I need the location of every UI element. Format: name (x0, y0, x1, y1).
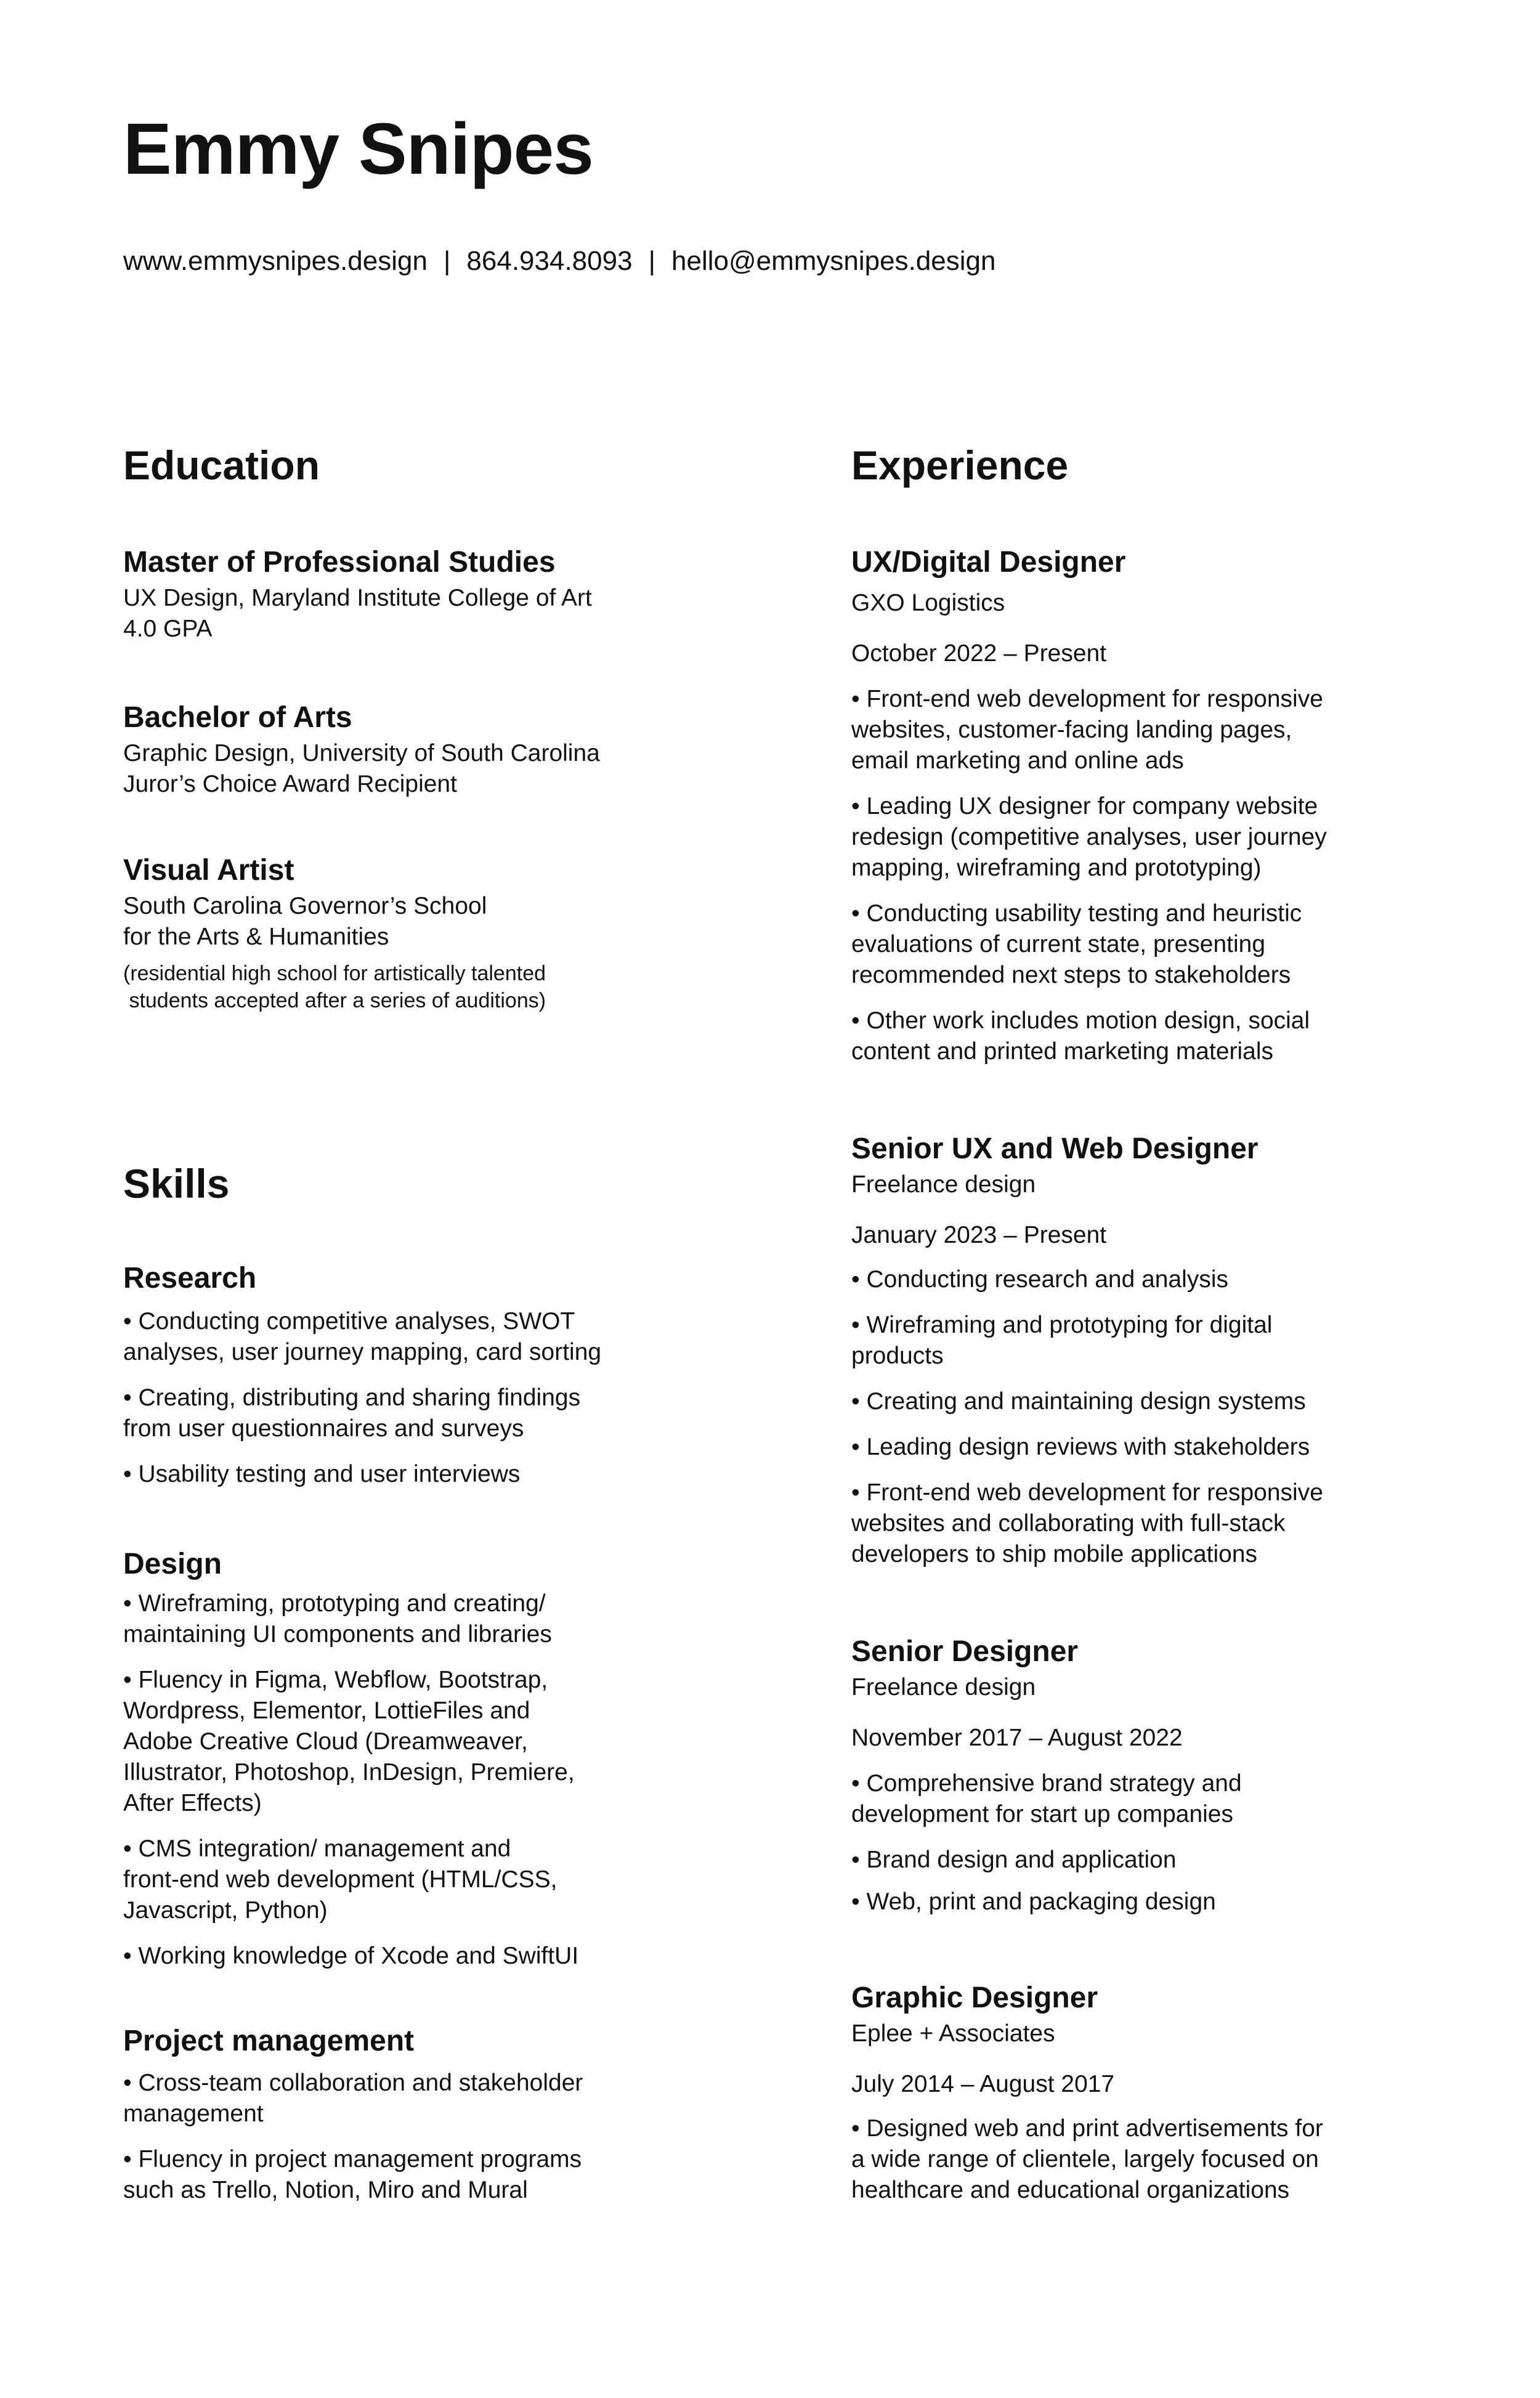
skills-heading: Skills (123, 1161, 230, 1206)
degree-detail: Graphic Design, University of South Carolina (123, 739, 600, 766)
bullet-line: from user questionnaires and surveys (123, 1415, 524, 1442)
bullet-line: • Creating, distributing and sharing findings (123, 1384, 581, 1411)
skill-group (123, 2023, 715, 2206)
degree-detail: UX Design, Maryland Institute College of Art (123, 584, 592, 611)
website-link[interactable]: www.emmysnipes.design (123, 246, 428, 276)
skill-bullet (123, 1306, 715, 1368)
bullet-line: Illustrator, Photoshop, InDesign, Premiere, (123, 1758, 575, 1786)
job-dates: November 2017 – August 2022 (851, 1724, 1183, 1751)
job-entry (851, 1131, 1455, 1570)
degree-title: Bachelor of Arts (123, 701, 352, 734)
bullet-line: • Usability testing and user interviews (123, 1460, 521, 1487)
job-entry (851, 1634, 1455, 1917)
skill-bullet (123, 1665, 715, 1819)
degree-title: Master of Professional Studies (123, 546, 556, 579)
bullet-line: • CMS integration/ management and (123, 1835, 511, 1862)
skill-bullet (123, 1459, 715, 1490)
job-entry (851, 1980, 1455, 2206)
bullet-line: content and printed marketing materials (851, 1038, 1274, 1065)
contact-separator: | (648, 246, 655, 276)
bullet-line: • Wireframing and prototyping for digital (851, 1311, 1273, 1338)
skill-group (123, 1547, 715, 1972)
job-bullet (851, 1768, 1455, 1830)
bullet-line: • Fluency in project management programs (123, 2145, 582, 2172)
bullet-line: After Effects) (123, 1789, 262, 1816)
bullet-line: developers to ship mobile applications (851, 1540, 1258, 1567)
education-heading: Education (123, 442, 320, 488)
education-entry (123, 853, 715, 1014)
bullet-line: recommended next steps to stakeholders (851, 961, 1291, 988)
contact-separator: | (443, 246, 451, 276)
job-dates: October 2022 – Present (851, 640, 1107, 667)
bullet-line: a wide range of clientele, largely focused on (851, 2145, 1319, 2172)
bullet-line: • Conducting research and analysis (851, 1266, 1229, 1293)
bullet-line: mapping, wireframing and prototyping) (851, 854, 1262, 881)
degree-detail: Juror’s Choice Award Recipient (123, 770, 457, 797)
job-role: UX/Digital Designer (851, 546, 1126, 579)
bullet-line: • Web, print and packaging design (851, 1888, 1216, 1915)
skill-bullet (123, 1588, 715, 1650)
degree-detail: South Carolina Governor’s School (123, 892, 487, 919)
skill-bullet (123, 2068, 715, 2129)
job-bullet (851, 1887, 1455, 1917)
job-role: Graphic Designer (851, 1981, 1098, 2014)
job-company: GXO Logistics (851, 589, 1005, 616)
bullet-line: Wordpress, Elementor, LottieFiles and (123, 1697, 530, 1724)
bullet-line: • Conducting competitive analyses, SWOT (123, 1307, 575, 1335)
skill-bullet (123, 1834, 715, 1926)
bullet-line: • Comprehensive brand strategy and (851, 1770, 1242, 1797)
job-entry (851, 545, 1455, 1067)
job-bullet (851, 791, 1455, 884)
skill-bullet (123, 1383, 715, 1444)
degree-note: (residential high school for artistically talented (123, 961, 546, 985)
bullet-line: • Creating and maintaining design systems (851, 1388, 1306, 1415)
phone-number[interactable]: 864.934.8093 (466, 246, 633, 276)
job-company: Freelance design (851, 1673, 1036, 1701)
bullet-line: • Front-end web development for responsive (851, 685, 1323, 712)
bullet-line: such as Trello, Notion, Miro and Mural (123, 2176, 528, 2203)
job-bullet (851, 1006, 1455, 1067)
skill-bullet (123, 2144, 715, 2206)
bullet-line: • Fluency in Figma, Webflow, Bootstrap, (123, 1666, 548, 1693)
education-entry (123, 545, 715, 644)
bullet-line: • Designed web and print advertisements for (851, 2115, 1323, 2142)
resume-name: Emmy Snipes (123, 108, 593, 190)
job-dates: January 2023 – Present (851, 1221, 1107, 1248)
bullet-line: development for start up companies (851, 1800, 1234, 1827)
bullet-line: maintaining UI components and libraries (123, 1620, 552, 1648)
contact-line (123, 245, 995, 278)
bullet-line: redesign (competitive analyses, user journey (851, 823, 1327, 850)
degree-title: Visual Artist (123, 854, 294, 887)
job-role: Senior Designer (851, 1635, 1079, 1668)
bullet-line: Adobe Creative Cloud (Dreamweaver, (123, 1728, 528, 1755)
bullet-line: analyses, user journey mapping, card sorting (123, 1338, 602, 1365)
bullet-line: evaluations of current state, presenting (851, 930, 1266, 957)
skill-group-title: Design (123, 1548, 222, 1580)
degree-detail: for the Arts & Humanities (123, 923, 389, 950)
email-link[interactable]: hello@emmysnipes.design (671, 246, 996, 276)
job-bullet (851, 1386, 1455, 1417)
bullet-line: • Leading design reviews with stakeholders (851, 1433, 1310, 1460)
bullet-line: • Working knowledge of Xcode and SwiftUI (123, 1942, 579, 1969)
bullet-line: healthcare and educational organizations (851, 2176, 1290, 2203)
skill-group-title: Research (123, 1262, 257, 1295)
skill-bullet (123, 1941, 715, 1972)
bullet-line: • Front-end web development for responsive (851, 1479, 1323, 1506)
bullet-line: • Leading UX designer for company website (851, 792, 1318, 819)
experience-heading: Experience (851, 442, 1069, 488)
bullet-line: • Cross-team collaboration and stakeholder (123, 2069, 583, 2096)
degree-detail: 4.0 GPA (123, 615, 213, 642)
job-bullet (851, 1310, 1455, 1372)
bullet-line: front-end web development (HTML/CSS, (123, 1866, 557, 1893)
bullet-line: Javascript, Python) (123, 1896, 328, 1924)
education-entry (123, 700, 715, 800)
bullet-line: products (851, 1342, 944, 1369)
job-bullet (851, 1845, 1455, 1876)
job-bullet (851, 898, 1455, 991)
job-dates: July 2014 – August 2017 (851, 2070, 1115, 2097)
job-company: Eplee + Associates (851, 2020, 1055, 2047)
bullet-line: • Other work includes motion design, social (851, 1007, 1310, 1034)
job-bullet (851, 1477, 1455, 1570)
job-bullet (851, 1432, 1455, 1463)
job-bullet (851, 684, 1455, 776)
bullet-line: management (123, 2100, 264, 2127)
degree-note: students accepted after a series of auditions) (123, 988, 546, 1012)
bullet-line: websites, customer-facing landing pages, (851, 716, 1292, 743)
bullet-line: • Brand design and application (851, 1846, 1177, 1873)
job-role: Senior UX and Web Designer (851, 1132, 1258, 1165)
bullet-line: email marketing and online ads (851, 747, 1184, 774)
bullet-line: • Conducting usability testing and heuristic (851, 900, 1302, 927)
bullet-line: • Wireframing, prototyping and creating/ (123, 1590, 546, 1617)
bullet-line: websites and collaborating with full-stack (851, 1510, 1286, 1537)
job-bullet (851, 2113, 1455, 2206)
skill-group-title: Project management (123, 2025, 415, 2057)
job-bullet (851, 1264, 1455, 1295)
skill-group (123, 1261, 715, 1490)
job-company: Freelance design (851, 1171, 1036, 1198)
